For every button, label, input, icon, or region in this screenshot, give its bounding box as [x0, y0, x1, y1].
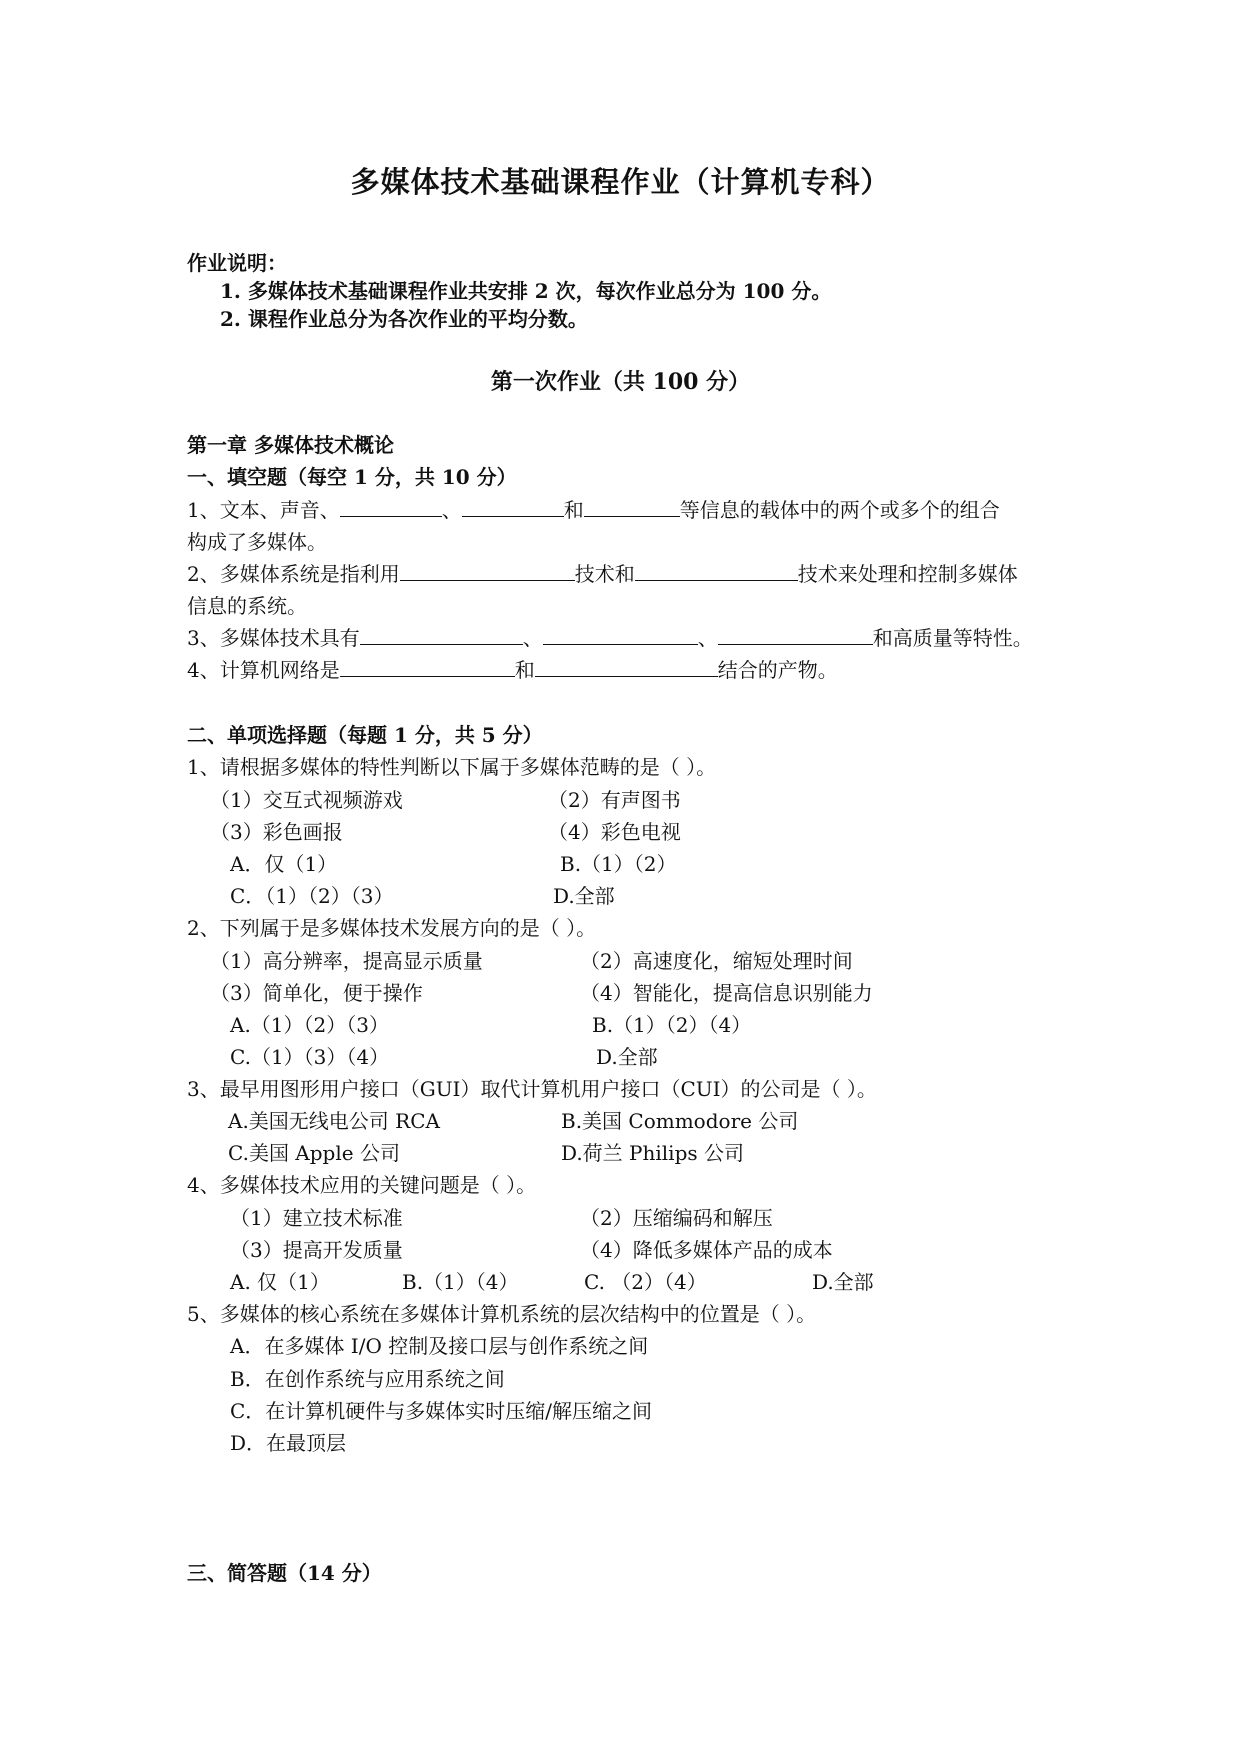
choice-question-stem: 5、多媒体的核心系统在多媒体计算机系统的层次结构中的位置是（ ）。: [187, 1302, 817, 1326]
answer-blank[interactable]: [584, 496, 680, 517]
choice-option-b[interactable]: B.美国 Commodore 公司: [561, 1109, 799, 1133]
question-text: 技术来处理和控制多媒体: [797, 562, 1018, 586]
section-heading-single-choice: 二、单项选择题（每题 1 分，共 5 分）: [187, 723, 543, 747]
instruction-item: 1. 多媒体技术基础课程作业共安排 2 次，每次作业总分为 100 分。: [220, 279, 832, 303]
section-heading-short-answer: 三、简答题（14 分）: [187, 1561, 382, 1585]
question-text: 4、计算机网络是: [187, 658, 340, 682]
answer-blank[interactable]: [543, 624, 698, 645]
answer-blank[interactable]: [462, 496, 564, 517]
choice-item: （4）降低多媒体产品的成本: [580, 1238, 833, 1262]
question-text: 、: [441, 498, 462, 522]
fill-question-1: [187, 496, 1000, 524]
fill-question-1-cont: 构成了多媒体。: [187, 530, 327, 554]
question-text: 和: [563, 498, 584, 522]
choice-item: （1）建立技术标准: [230, 1206, 403, 1230]
question-text: 、: [697, 626, 718, 650]
choice-option-d[interactable]: D.荷兰 Philips 公司: [561, 1141, 744, 1165]
choice-option-a[interactable]: A．在多媒体 I/O 控制及接口层与创作系统之间: [230, 1334, 649, 1358]
assignment-title: 第一次作业（共 100 分）: [490, 369, 751, 395]
instructions-heading: 作业说明：: [187, 251, 287, 275]
document-title: 多媒体技术基础课程作业（计算机专科）: [350, 165, 891, 199]
choice-option-a[interactable]: A.美国无线电公司 RCA: [228, 1109, 440, 1133]
choice-option-b[interactable]: B．在创作系统与应用系统之间: [230, 1367, 505, 1391]
answer-blank[interactable]: [400, 560, 575, 581]
question-text: 技术和: [574, 562, 635, 586]
answer-blank[interactable]: [635, 560, 798, 581]
choice-item: （1）高分辨率，提高显示质量: [210, 949, 483, 973]
answer-blank[interactable]: [535, 656, 718, 677]
choice-option-a[interactable]: A．仅（1）: [230, 852, 338, 876]
chapter-heading: 第一章 多媒体技术概论: [187, 433, 394, 457]
section-heading-fill-blank: 一、填空题（每空 1 分，共 10 分）: [187, 465, 517, 489]
choice-option-d[interactable]: D.全部: [812, 1270, 874, 1294]
fill-question-3: [187, 624, 1033, 652]
answer-blank[interactable]: [340, 496, 442, 517]
choice-option-c[interactable]: C．在计算机硬件与多媒体实时压缩/解压缩之间: [230, 1399, 653, 1423]
fill-question-2-cont: 信息的系统。: [187, 594, 307, 618]
question-text: 和: [514, 658, 535, 682]
question-text: 1、文本、声音、: [187, 498, 340, 522]
choice-option-a[interactable]: A. 仅（1）: [230, 1270, 330, 1294]
answer-blank[interactable]: [340, 656, 515, 677]
question-text: 、: [522, 626, 543, 650]
choice-option-d[interactable]: D.全部: [553, 884, 615, 908]
choice-option-c[interactable]: C. （2）（4）: [584, 1270, 707, 1294]
choice-item: （3）提高开发质量: [230, 1238, 403, 1262]
question-text: 和高质量等特性。: [872, 626, 1033, 650]
choice-option-d[interactable]: D．在最顶层: [230, 1431, 347, 1455]
choice-question-stem: 2、下列属于是多媒体技术发展方向的是（ ）。: [187, 916, 597, 940]
instruction-item: 2. 课程作业总分为各次作业的平均分数。: [220, 307, 588, 331]
fill-question-4: [187, 656, 838, 684]
choice-item: （4）智能化，提高信息识别能力: [580, 981, 873, 1005]
choice-option-c[interactable]: C.美国 Apple 公司: [228, 1141, 400, 1165]
question-text: 2、多媒体系统是指利用: [187, 562, 400, 586]
question-text: 3、多媒体技术具有: [187, 626, 360, 650]
choice-item: （1）交互式视频游戏: [210, 788, 403, 812]
choice-item: （3）简单化，便于操作: [210, 981, 423, 1005]
fill-question-2: [187, 560, 1018, 588]
choice-option-a[interactable]: A.（1）（2）（3）: [230, 1013, 389, 1037]
choice-item: （2）压缩编码和解压: [580, 1206, 773, 1230]
choice-option-b[interactable]: B.（1）（4）: [402, 1270, 519, 1294]
answer-blank[interactable]: [718, 624, 873, 645]
question-text: 结合的产物。: [717, 658, 838, 682]
question-text: 等信息的载体中的两个或多个的组合: [679, 498, 1000, 522]
choice-question-stem: 3、最早用图形用户接口（GUI）取代计算机用户接口（CUI）的公司是（ ）。: [187, 1077, 877, 1101]
choice-option-b[interactable]: B.（1）（2）（4）: [592, 1013, 752, 1037]
choice-item: （2）高速度化，缩短处理时间: [580, 949, 853, 973]
choice-question-stem: 4、多媒体技术应用的关键问题是（ ）。: [187, 1173, 537, 1197]
choice-option-c[interactable]: C.（1）（3）（4）: [230, 1045, 390, 1069]
choice-option-c[interactable]: C．（1）（2）（3）: [230, 884, 394, 908]
choice-question-stem: 1、请根据多媒体的特性判断以下属于多媒体范畴的是（ ）。: [187, 755, 717, 779]
choice-item: （2）有声图书: [548, 788, 681, 812]
choice-item: （3）彩色画报: [210, 820, 343, 844]
choice-option-b[interactable]: B.（1）（2）: [560, 852, 677, 876]
answer-blank[interactable]: [360, 624, 523, 645]
choice-option-d[interactable]: D.全部: [596, 1045, 658, 1069]
choice-item: （4）彩色电视: [548, 820, 681, 844]
